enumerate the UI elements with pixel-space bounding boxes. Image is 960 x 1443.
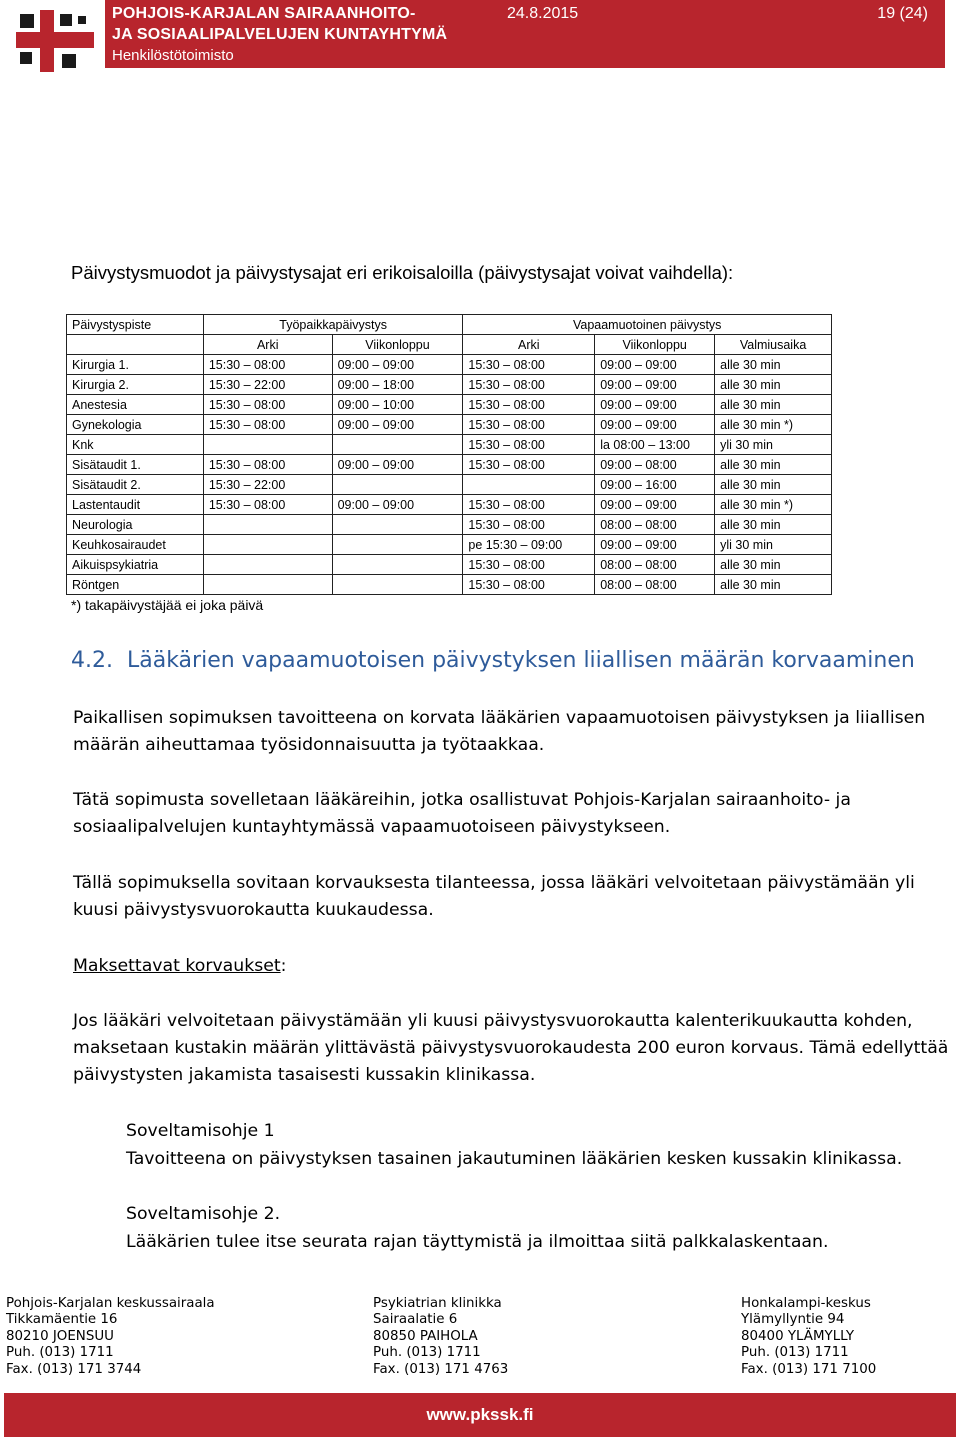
- table-cell: 15:30 – 08:00: [463, 435, 595, 455]
- table-cell: [332, 535, 463, 555]
- table-cell: [463, 475, 595, 495]
- table-cell: [203, 555, 332, 575]
- table-cell: 09:00 – 09:00: [595, 535, 715, 555]
- unit-name-cell: Sisätaudit 1.: [67, 455, 204, 475]
- table-intro: Päivystysmuodot ja päivystysajat eri erikoisaloilla (päivystysajat voivat vaihdella):: [71, 262, 734, 283]
- table-cell: 09:00 – 09:00: [332, 495, 463, 515]
- table-row: [67, 415, 832, 435]
- table-row: [67, 535, 832, 555]
- table-cell: 15:30 – 22:00: [203, 375, 332, 395]
- subheader-cell: Viikonloppu: [595, 335, 715, 355]
- table-cell: 15:30 – 08:00: [463, 375, 595, 395]
- paragraph: Tätä sopimusta sovelletaan lääkäreihin, jotka osallistuvat Pohjois-Karjalan sairaanhoito- ja sosiaalipalvelujen kuntayhtymässä vapaamuotoiseen päivystykseen.: [73, 790, 851, 837]
- unit-name-cell: Lastentaudit: [67, 495, 204, 515]
- table-cell: 09:00 – 09:00: [595, 375, 715, 395]
- guideline-text: Tavoitteena on päivystyksen tasainen jakautuminen lääkärien kesken kussakin klinikassa.: [126, 1149, 903, 1169]
- footer-line: Puh. (013) 1711: [373, 1345, 481, 1361]
- section-number: 4.2.: [71, 648, 113, 673]
- subheading-text: Maksettavat korvaukset: [73, 956, 281, 976]
- header-cell: Päivystyspiste: [67, 315, 204, 335]
- guideline-text: Lääkärien tulee itse seurata rajan täyttymistä ja ilmoittaa siitä palkkalaskentaan.: [126, 1232, 829, 1252]
- table-cell: alle 30 min: [715, 395, 832, 415]
- table-cell: alle 30 min: [715, 375, 832, 395]
- table-cell: 08:00 – 08:00: [595, 575, 715, 595]
- table-cell: alle 30 min: [715, 455, 832, 475]
- table-cell: [332, 515, 463, 535]
- footer-line: Psykiatrian klinikka: [373, 1296, 502, 1311]
- table-cell: alle 30 min: [715, 555, 832, 575]
- footer-address-keskussairaala: [6, 1296, 215, 1378]
- unit-name-cell: Gynekologia: [67, 415, 204, 435]
- header-group-cell: Vapaamuotoinen päivystys: [463, 315, 832, 335]
- table-cell: 15:30 – 22:00: [203, 475, 332, 495]
- table-cell: 15:30 – 08:00: [463, 415, 595, 435]
- section-title: Lääkärien vapaamuotoisen päivystyksen liiallisen määrän korvaaminen: [126, 648, 915, 673]
- org-department: Henkilöstötoimisto: [112, 47, 234, 64]
- table-cell: 08:00 – 08:00: [595, 515, 715, 535]
- guideline-title: Soveltamisohje 1: [126, 1121, 275, 1141]
- table-row: [67, 495, 832, 515]
- table-cell: 09:00 – 10:00: [332, 395, 463, 415]
- unit-name-cell: Röntgen: [67, 575, 204, 595]
- table-cell: 09:00 – 09:00: [332, 455, 463, 475]
- table-cell: 15:30 – 08:00: [203, 455, 332, 475]
- footer-line: Puh. (013) 1711: [741, 1345, 849, 1361]
- footer-address-honkalampi: [741, 1296, 876, 1378]
- footer-line: 80400 YLÄMYLLY: [741, 1328, 855, 1344]
- table-cell: yli 30 min: [715, 535, 832, 555]
- footer-address-psykiatria: [373, 1296, 508, 1378]
- table-row: [67, 355, 832, 375]
- footer-line: Sairaalatie 6: [373, 1312, 458, 1328]
- subheading: [73, 953, 958, 980]
- footer-line: 80850 PAIHOLA: [373, 1328, 478, 1344]
- table-header-row: [67, 315, 832, 335]
- table-cell: 15:30 – 08:00: [203, 355, 332, 375]
- section-heading: [71, 648, 915, 673]
- unit-name-cell: Kirurgia 1.: [67, 355, 204, 375]
- organization-name: [112, 3, 447, 66]
- table-cell: 15:30 – 08:00: [463, 355, 595, 375]
- page-number: 19 (24): [877, 5, 928, 22]
- header-group-cell: Työpaikkapäivystys: [203, 315, 463, 335]
- unit-name-cell: Knk: [67, 435, 204, 455]
- unit-name-cell: Kirurgia 2.: [67, 375, 204, 395]
- table-cell: 09:00 – 09:00: [595, 395, 715, 415]
- footer-line: Pohjois-Karjalan keskussairaala: [6, 1296, 215, 1311]
- table-cell: alle 30 min: [715, 475, 832, 495]
- footer-line: Honkalampi-keskus: [741, 1296, 871, 1311]
- table-cell: [203, 515, 332, 535]
- subheader-cell: Arki: [463, 335, 595, 355]
- table-row: [67, 395, 832, 415]
- table-cell: 15:30 – 08:00: [203, 395, 332, 415]
- table-cell: alle 30 min: [715, 355, 832, 375]
- table-cell: 08:00 – 08:00: [595, 555, 715, 575]
- paragraph: Jos lääkäri velvoitetaan päivystämään yli kuusi päivystysvuorokautta kalenterikuukautta kohden, maksetaan kustakin määrän ylittävästä päivystysvuorokaudesta 200 euron korvaus. Tämä edellyttää päivystysten jakamista tasaisesti kussakin klinikassa.: [73, 1011, 949, 1085]
- footer-line: Fax. (013) 171 7100: [741, 1361, 877, 1377]
- table-row: [67, 575, 832, 595]
- table-cell: 09:00 – 08:00: [595, 455, 715, 475]
- footer-line: 80210 JOENSUU: [6, 1328, 114, 1344]
- table-cell: alle 30 min *): [715, 415, 832, 435]
- table-cell: 09:00 – 09:00: [595, 415, 715, 435]
- table-cell: 15:30 – 08:00: [463, 575, 595, 595]
- table-cell: [203, 435, 332, 455]
- table-cell: 15:30 – 08:00: [463, 455, 595, 475]
- unit-name-cell: Aikuispsykiatria: [67, 555, 204, 575]
- document-date: 24.8.2015: [507, 5, 579, 22]
- table-row: [67, 555, 832, 575]
- table-cell: 09:00 – 09:00: [332, 415, 463, 435]
- header-cell: [67, 335, 204, 355]
- table-row: [67, 375, 832, 395]
- table-cell: 15:30 – 08:00: [463, 495, 595, 515]
- subheader-cell: Valmiusaika: [715, 335, 832, 355]
- unit-name-cell: Anestesia: [67, 395, 204, 415]
- table-cell: [332, 555, 463, 575]
- org-line-2: JA SOSIAALIPALVELUJEN KUNTAYHTYMÄ: [112, 26, 448, 43]
- table-subheader-row: [67, 335, 832, 355]
- table-cell: 09:00 – 16:00: [595, 475, 715, 495]
- footer-line: Fax. (013) 171 3744: [6, 1361, 142, 1377]
- unit-name-cell: Neurologia: [67, 515, 204, 535]
- table-row: [67, 435, 832, 455]
- table-cell: alle 30 min *): [715, 495, 832, 515]
- table-cell: alle 30 min: [715, 575, 832, 595]
- org-line-1: POHJOIS-KARJALAN SAIRAANHOITO-: [112, 5, 416, 22]
- footer-line: Tikkamäentie 16: [6, 1312, 118, 1328]
- footer-band: [4, 1393, 956, 1437]
- unit-name-cell: Keuhkosairaudet: [67, 535, 204, 555]
- table-cell: [332, 575, 463, 595]
- table-cell: [332, 475, 463, 495]
- table-cell: [203, 535, 332, 555]
- table-cell: 09:00 – 09:00: [595, 355, 715, 375]
- table-cell: [203, 575, 332, 595]
- unit-name-cell: Sisätaudit 2.: [67, 475, 204, 495]
- table-cell: alle 30 min: [715, 515, 832, 535]
- organization-logo-icon: [12, 6, 98, 76]
- table-cell: 09:00 – 09:00: [332, 355, 463, 375]
- table-cell: 15:30 – 08:00: [203, 415, 332, 435]
- paragraph: Tällä sopimuksella sovitaan korvauksesta tilanteessa, jossa lääkäri velvoitetaan päivystämään yli kuusi päivystysvuorokautta kuukaudessa.: [73, 873, 915, 920]
- guideline-title: Soveltamisohje 2.: [126, 1204, 281, 1224]
- table-row: [67, 515, 832, 535]
- footer-line: Ylämyllyntie 94: [741, 1312, 845, 1328]
- table-row: [67, 455, 832, 475]
- subheader-cell: Arki: [203, 335, 332, 355]
- duty-schedule-table: [66, 314, 832, 595]
- table-cell: 15:30 – 08:00: [463, 555, 595, 575]
- website-link[interactable]: www.pkssk.fi: [426, 1405, 534, 1424]
- footer-line: Puh. (013) 1711: [6, 1345, 114, 1361]
- footer-line: Fax. (013) 171 4763: [373, 1361, 509, 1377]
- paragraph: Paikallisen sopimuksen tavoitteena on korvata lääkärien vapaamuotoisen päivystyksen ja liiallisen määrän aiheuttamaa työsidonnaisuutta ja työtaakkaa.: [73, 708, 926, 755]
- table-cell: yli 30 min: [715, 435, 832, 455]
- subheading-colon: :: [280, 956, 287, 976]
- table-row: [67, 475, 832, 495]
- table-cell: 15:30 – 08:00: [203, 495, 332, 515]
- table-footnote: *) takapäivystäjää ei joka päivä: [71, 597, 264, 613]
- table-cell: 09:00 – 18:00: [332, 375, 463, 395]
- table-cell: [332, 435, 463, 455]
- table-cell: 15:30 – 08:00: [463, 395, 595, 415]
- table-cell: 15:30 – 08:00: [463, 515, 595, 535]
- table-cell: la 08:00 – 13:00: [595, 435, 715, 455]
- table-cell: pe 15:30 – 09:00: [463, 535, 595, 555]
- table-cell: 09:00 – 09:00: [595, 495, 715, 515]
- subheader-cell: Viikonloppu: [332, 335, 463, 355]
